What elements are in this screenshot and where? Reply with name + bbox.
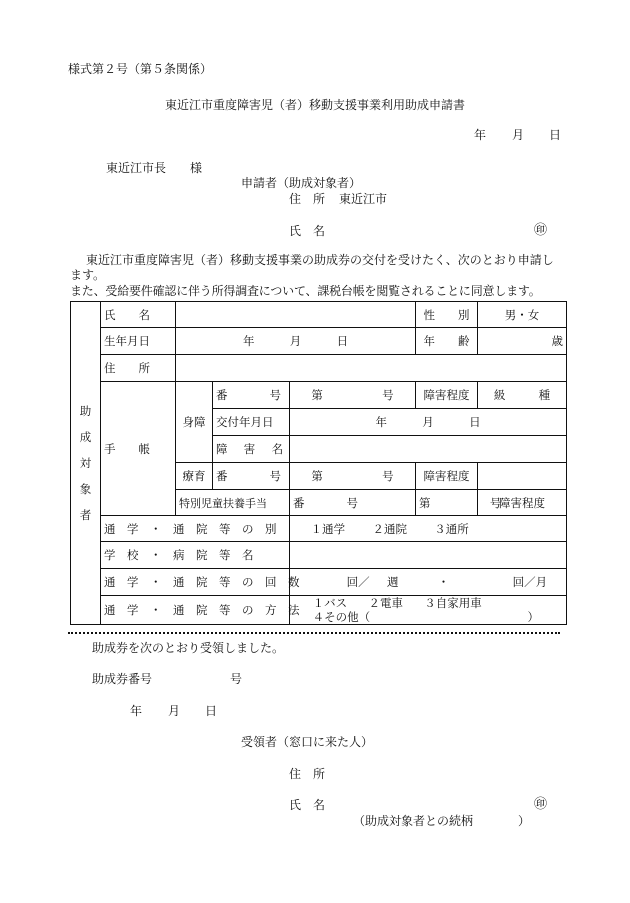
count-week: 週 bbox=[386, 575, 399, 589]
receipt-year: 年 bbox=[130, 704, 143, 718]
kind-unit: 種 bbox=[538, 388, 551, 402]
commute-type-options[interactable] bbox=[290, 516, 567, 542]
number-prefix: 第 bbox=[311, 469, 323, 483]
section-char: 助 bbox=[79, 404, 92, 418]
applicant-address-label: 住 所 bbox=[289, 192, 326, 206]
applicant-address-value: 東近江市 bbox=[339, 192, 388, 206]
number-prefix: 第 bbox=[311, 388, 323, 402]
row-address bbox=[71, 355, 567, 382]
count-dot: ・ bbox=[437, 575, 450, 589]
method-option[interactable]: ３自家用車 bbox=[424, 596, 482, 610]
section-char: 成 bbox=[79, 430, 92, 444]
receiver-address-label: 住 所 bbox=[289, 767, 326, 781]
relationship-label: （助成対象者との続柄 bbox=[353, 814, 474, 828]
disability-grade-label: 障害程度 bbox=[416, 382, 478, 409]
commute-method-field[interactable] bbox=[290, 596, 567, 625]
birthdate-day: 日 bbox=[336, 334, 349, 348]
age-field[interactable]: 歳 bbox=[478, 328, 567, 355]
allowance-number-label: 番 号 bbox=[290, 490, 416, 516]
count-times: 回／ bbox=[346, 575, 370, 589]
row-commute-count bbox=[71, 569, 567, 596]
commute-option[interactable]: １通学 bbox=[310, 521, 346, 536]
nursing-number-label: 番 号 bbox=[213, 463, 290, 490]
issue-year: 年 bbox=[375, 415, 387, 429]
issue-date-field[interactable] bbox=[290, 409, 567, 436]
row-physical-number bbox=[71, 382, 567, 409]
row-name bbox=[71, 302, 567, 328]
physical-grade-field[interactable] bbox=[478, 382, 567, 409]
school-hospital-label: 学 校 ・ 病 院 等 名 bbox=[101, 542, 290, 569]
commute-count-field[interactable] bbox=[290, 569, 567, 596]
receipt-text: 助成券を次のとおり受領しました。 bbox=[92, 641, 285, 655]
nursing-label: 療育 bbox=[176, 463, 213, 490]
number-suffix: 号 bbox=[382, 469, 394, 483]
nursing-grade-label: 障害程度 bbox=[416, 463, 478, 490]
age-label: 年 齢 bbox=[416, 328, 478, 355]
voucher-number-suffix: 号 bbox=[230, 672, 243, 686]
receiver-label: 受領者（窓口に来た人） bbox=[241, 735, 374, 749]
address-field[interactable] bbox=[176, 355, 567, 382]
commute-count-label: 通 学 ・ 通 院 等 の 回 数 bbox=[101, 569, 290, 596]
method-option[interactable]: １バス bbox=[312, 596, 348, 610]
nursing-number-field[interactable] bbox=[290, 463, 416, 490]
method-option[interactable]: ２電車 bbox=[368, 596, 403, 610]
number-suffix: 号 bbox=[489, 495, 502, 510]
method-options-line bbox=[293, 596, 563, 610]
applicant-seal: ㊞ bbox=[534, 223, 548, 238]
date-month: 月 bbox=[512, 128, 525, 142]
number-prefix: 第 bbox=[419, 495, 431, 510]
receiver-seal: ㊞ bbox=[534, 797, 548, 812]
receipt-day: 日 bbox=[205, 704, 218, 718]
name-field[interactable] bbox=[176, 302, 416, 328]
disability-name-label: 障 害 名 bbox=[213, 436, 290, 463]
section-char: 対 bbox=[79, 456, 92, 470]
method-other-line bbox=[293, 610, 563, 624]
gender-options[interactable]: 男・女 bbox=[478, 302, 567, 328]
number-suffix: 号 bbox=[382, 388, 394, 402]
method-other[interactable]: ４その他（ bbox=[312, 610, 371, 624]
commute-option[interactable]: ３通所 bbox=[434, 521, 469, 536]
addressee: 東近江市長 様 bbox=[106, 161, 203, 175]
disability-name-field[interactable] bbox=[290, 436, 567, 463]
row-school-hospital bbox=[71, 542, 567, 569]
section-label bbox=[71, 302, 101, 625]
allowance-grade-label: 障害程度 bbox=[478, 490, 567, 516]
cut-line bbox=[68, 632, 560, 634]
commute-method-label: 通 学 ・ 通 院 等 の 方 法 bbox=[101, 596, 290, 625]
applicant-label: 申請者（助成対象者） bbox=[241, 176, 362, 190]
issue-date-label: 交付年月日 bbox=[213, 409, 290, 436]
handbook-label: 手 帳 bbox=[101, 382, 176, 516]
row-commute-method bbox=[71, 596, 567, 625]
name-label: 氏 名 bbox=[101, 302, 176, 328]
school-hospital-field[interactable] bbox=[290, 542, 567, 569]
form-title: 東近江市重度障害児（者）移動支援事業利用助成申請書 bbox=[165, 98, 466, 112]
row-commute-type bbox=[71, 516, 567, 542]
commute-option[interactable]: ２通院 bbox=[372, 521, 407, 536]
applicant-info-table bbox=[70, 301, 567, 625]
nursing-grade-field[interactable] bbox=[478, 463, 567, 490]
body-paragraph-2: また、受給要件確認に伴う所得調査について、課税台帳を閲覧されることに同意します。 bbox=[70, 284, 541, 298]
form-number: 様式第２号（第５条関係） bbox=[68, 62, 213, 76]
body-paragraph-1-line-2: ます。 bbox=[70, 268, 106, 282]
section-char: 象 bbox=[79, 482, 92, 496]
issue-day: 日 bbox=[469, 415, 481, 429]
receipt-month: 月 bbox=[168, 704, 181, 718]
grade-unit: 級 bbox=[493, 388, 506, 402]
date-year: 年 bbox=[474, 128, 487, 142]
issue-month: 月 bbox=[422, 415, 434, 429]
birthdate-year: 年 bbox=[242, 334, 255, 348]
number-label: 番 号 bbox=[213, 382, 290, 409]
receiver-name-label: 氏 名 bbox=[289, 798, 326, 812]
birthdate-month: 月 bbox=[289, 334, 302, 348]
row-birthdate bbox=[71, 328, 567, 355]
method-other-close: ） bbox=[527, 610, 539, 624]
physical-label: 身障 bbox=[176, 382, 213, 463]
address-label: 住 所 bbox=[101, 355, 176, 382]
count-month: 回／月 bbox=[512, 575, 548, 589]
relationship-close: ） bbox=[518, 814, 531, 828]
birthdate-field[interactable] bbox=[176, 328, 416, 355]
date-day: 日 bbox=[549, 128, 562, 142]
voucher-number-label: 助成券番号 bbox=[92, 672, 153, 686]
body-paragraph-1-line-1: 東近江市重度障害児（者）移動支援事業の助成券の交付を受けたく、次のとおり申請し bbox=[86, 253, 554, 267]
gender-label: 性 別 bbox=[416, 302, 478, 328]
birthdate-label: 生年月日 bbox=[101, 328, 176, 355]
applicant-name-label: 氏 名 bbox=[289, 224, 326, 238]
allowance-number-field[interactable] bbox=[416, 490, 502, 516]
physical-number-field[interactable] bbox=[290, 382, 416, 409]
child-allowance-label: 特別児童扶養手当 bbox=[176, 490, 290, 516]
section-char: 者 bbox=[79, 508, 92, 522]
commute-type-label: 通 学 ・ 通 院 等 の 別 bbox=[101, 516, 290, 542]
